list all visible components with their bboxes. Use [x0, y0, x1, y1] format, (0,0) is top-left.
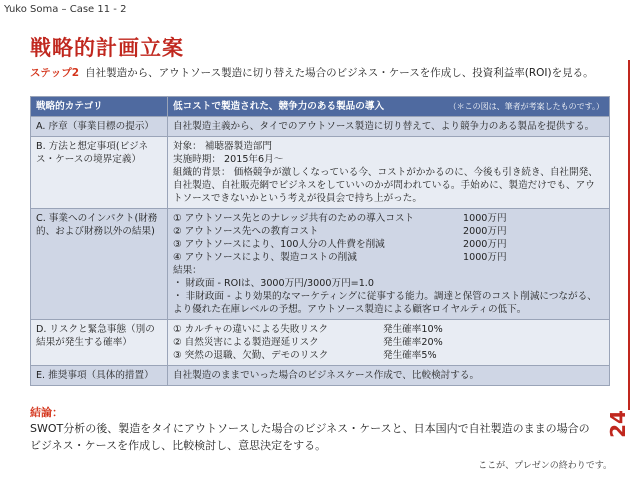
strategy-table	[30, 96, 610, 386]
row-category: B. 方法と想定事項(ビジネス・ケースの境界定義）	[31, 137, 168, 209]
risk-item: ③ 突然の退職、欠勤、デモのリスク 発生確率5%	[173, 350, 437, 361]
table-row	[31, 320, 610, 366]
row-line: 実施時期： 2015年6月～	[173, 154, 284, 165]
step-description	[30, 66, 610, 81]
row-line: ・ 財政面 - ROIは、3000万円/3000万円=1.0	[173, 278, 374, 289]
impact-item: ③ アウトソースにより、100人分の人件費を削減 2000万円	[173, 239, 507, 250]
impact-item: ④ アウトソースにより、製造コストの削減 1000万円	[173, 252, 507, 263]
case-label: Yuko Soma – Case 11 - 2	[4, 4, 127, 15]
side-accent-bar	[628, 60, 630, 410]
row-line: 自社製造のままでいった場合のビジネスケース作成で、比較検討する。	[173, 370, 480, 381]
row-line: 結果：	[173, 265, 202, 276]
header-note: （＊この図は、筆者が考案したものです。）	[448, 102, 604, 111]
conclusion-label: 結論：	[30, 406, 63, 419]
table-row	[31, 209, 610, 320]
row-content	[168, 366, 610, 386]
header-topic-text: 低コストで製造された、競争力のある製品の導入	[173, 101, 385, 112]
row-content	[168, 137, 610, 209]
table-row	[31, 366, 610, 386]
table-row	[31, 117, 610, 137]
row-category: D. リスクと緊急事態（別の結果が発生する確率）	[31, 320, 168, 366]
page-number: 24	[606, 410, 631, 438]
row-content	[168, 117, 610, 137]
row-line: 対象： 補聴器製造部門	[173, 141, 272, 152]
table-header-row	[31, 97, 610, 117]
risk-item: ② 自然災害による製造遅延リスク 発生確率20%	[173, 337, 443, 348]
step-text: 自社製造から、アウトソース製造に切り替えた場合のビジネス・ケースを作成し、投資利益率(ROI)を見る。	[85, 67, 594, 79]
impact-item: ② アウトソース先への教育コスト 2000万円	[173, 226, 507, 237]
risk-item: ① カルチャの違いによる失敗リスク 発生確率10%	[173, 324, 443, 335]
header-category: 戦略的カテゴリ	[31, 97, 168, 117]
row-category: A. 序章（事業目標の提示）	[31, 117, 168, 137]
header-topic	[168, 97, 610, 117]
page-title: 戦略的計画立案	[30, 36, 184, 60]
row-category: C. 事業へのインパクト(財務的、および財務以外の結果)	[31, 209, 168, 320]
impact-item: ① アウトソース先とのナレッジ共有のための導入コスト 1000万円	[173, 213, 507, 224]
row-line: 自社製造主義から、タイでのアウトソース製造に切り替えて、より競争力のある製品を提供する。	[173, 121, 595, 132]
step-label: ステップ2	[30, 67, 80, 79]
row-content	[168, 209, 610, 320]
row-line: ・ 非財政面 - より効果的なマーケティングに従事する能力。調達と保管のコスト削減につながる、より優れた在庫レベルの予想。アウトソース製造による顧客ロイヤルティの低下。	[173, 291, 597, 315]
row-line: 組織的背景： 価格競争が激しくなっている今、コストがかかるのに、今後も引き続き、自社開発、自社製造、自社販売網でビジネスをしていいのかが問われている。手始めに、製造だけでも、アウトソースできないかという考えが役員会で持ち上がった。	[173, 167, 598, 204]
footer-note: ここが、プレゼンの終わりです。	[478, 461, 612, 471]
conclusion-text: SWOT分析の後、製造をタイにアウトソースした場合のビジネス・ケースと、日本国内で自社製造のままの場合のビジネス・ケースを作成し、比較検討し、意思決定をする。	[30, 422, 590, 452]
row-content	[168, 320, 610, 366]
row-category: E. 推奨事項（具体的措置）	[31, 366, 168, 386]
table-row	[31, 137, 610, 209]
